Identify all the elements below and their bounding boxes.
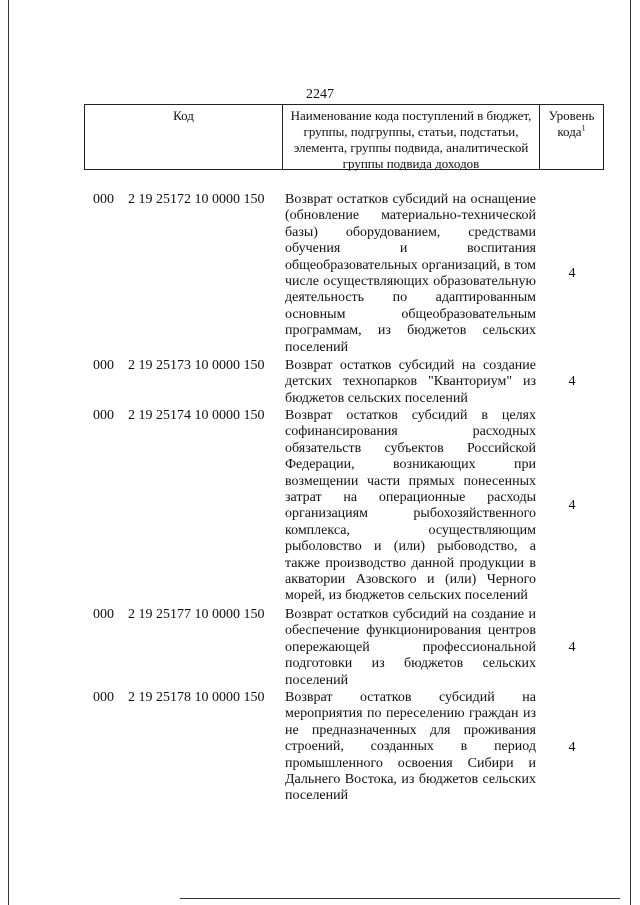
- page-number: 2247: [306, 87, 334, 102]
- header-level: [539, 105, 603, 169]
- revenue-code: 2 19 25177 10 0000 150: [128, 607, 265, 622]
- admin-code: 000: [93, 607, 114, 622]
- revenue-code: 2 19 25174 10 0000 150: [128, 408, 265, 423]
- table-header: [84, 104, 604, 170]
- code-level: 4: [568, 374, 576, 389]
- revenue-name: Возврат остатков субсидий на оснащение (обновление материально-технической базы) оборудованием, средствами обучения и воспитания общеобразовательных организаций, в том числе осуществляющих образовательную деятельность по адаптированным основным общеобразовательным программам, из бюджетов сельских поселений: [285, 192, 536, 355]
- revenue-name: Возврат остатков субсидий в целях софинансирования расходных обязательств субъектов Российской Федерации, возникающих при возмещении части прямых понесенных затрат на операционные расходы организациям рыбохозяйственного комплекса, осуществляющим рыболовство и (или) рыбоводство, а также производство данной продукции в акватории Азовского и (или) Черного морей, из бюджетов сельских поселений: [285, 408, 536, 604]
- revenue-name: Возврат остатков субсидий на создание детских технопарков "Кванториум" из бюджетов сельских поселений: [285, 358, 536, 406]
- table-row: [0, 607, 640, 690]
- revenue-code: 2 19 25172 10 0000 150: [128, 192, 265, 207]
- revenue-code: 2 19 25178 10 0000 150: [128, 690, 265, 705]
- revenue-name: Возврат остатков субсидий на мероприятия по переселению граждан из не предназначенных для проживания строений, созданных в период промышленного освоения Сибири и Дальнего Востока, из бюджетов сельских поселений: [285, 690, 536, 804]
- header-name: Наименование кода поступлений в бюджет, группы, подгруппы, статьи, подстатьи, элемента, группы подвида, аналитической группы подвида доходов: [282, 105, 539, 169]
- header-level-footnote: 1: [581, 123, 586, 133]
- admin-code: 000: [93, 192, 114, 207]
- frame-bottom-line: [180, 898, 620, 899]
- code-level: 4: [568, 498, 576, 513]
- header-level-label: Уровень кода: [548, 108, 595, 139]
- revenue-name: Возврат остатков субсидий на создание и обеспечение функционирования центров опережающей профессиональной подготовки из бюджетов сельских поселений: [285, 607, 536, 688]
- code-level: 4: [568, 640, 576, 655]
- admin-code: 000: [93, 690, 114, 705]
- admin-code: 000: [93, 358, 114, 373]
- table-row: [0, 192, 640, 358]
- header-code: Код: [173, 108, 194, 123]
- table-row: [0, 408, 640, 608]
- code-level: 4: [568, 740, 576, 755]
- code-level: 4: [568, 266, 576, 281]
- revenue-code: 2 19 25173 10 0000 150: [128, 358, 265, 373]
- admin-code: 000: [93, 408, 114, 423]
- table-row: [0, 358, 640, 408]
- table-row: [0, 690, 640, 810]
